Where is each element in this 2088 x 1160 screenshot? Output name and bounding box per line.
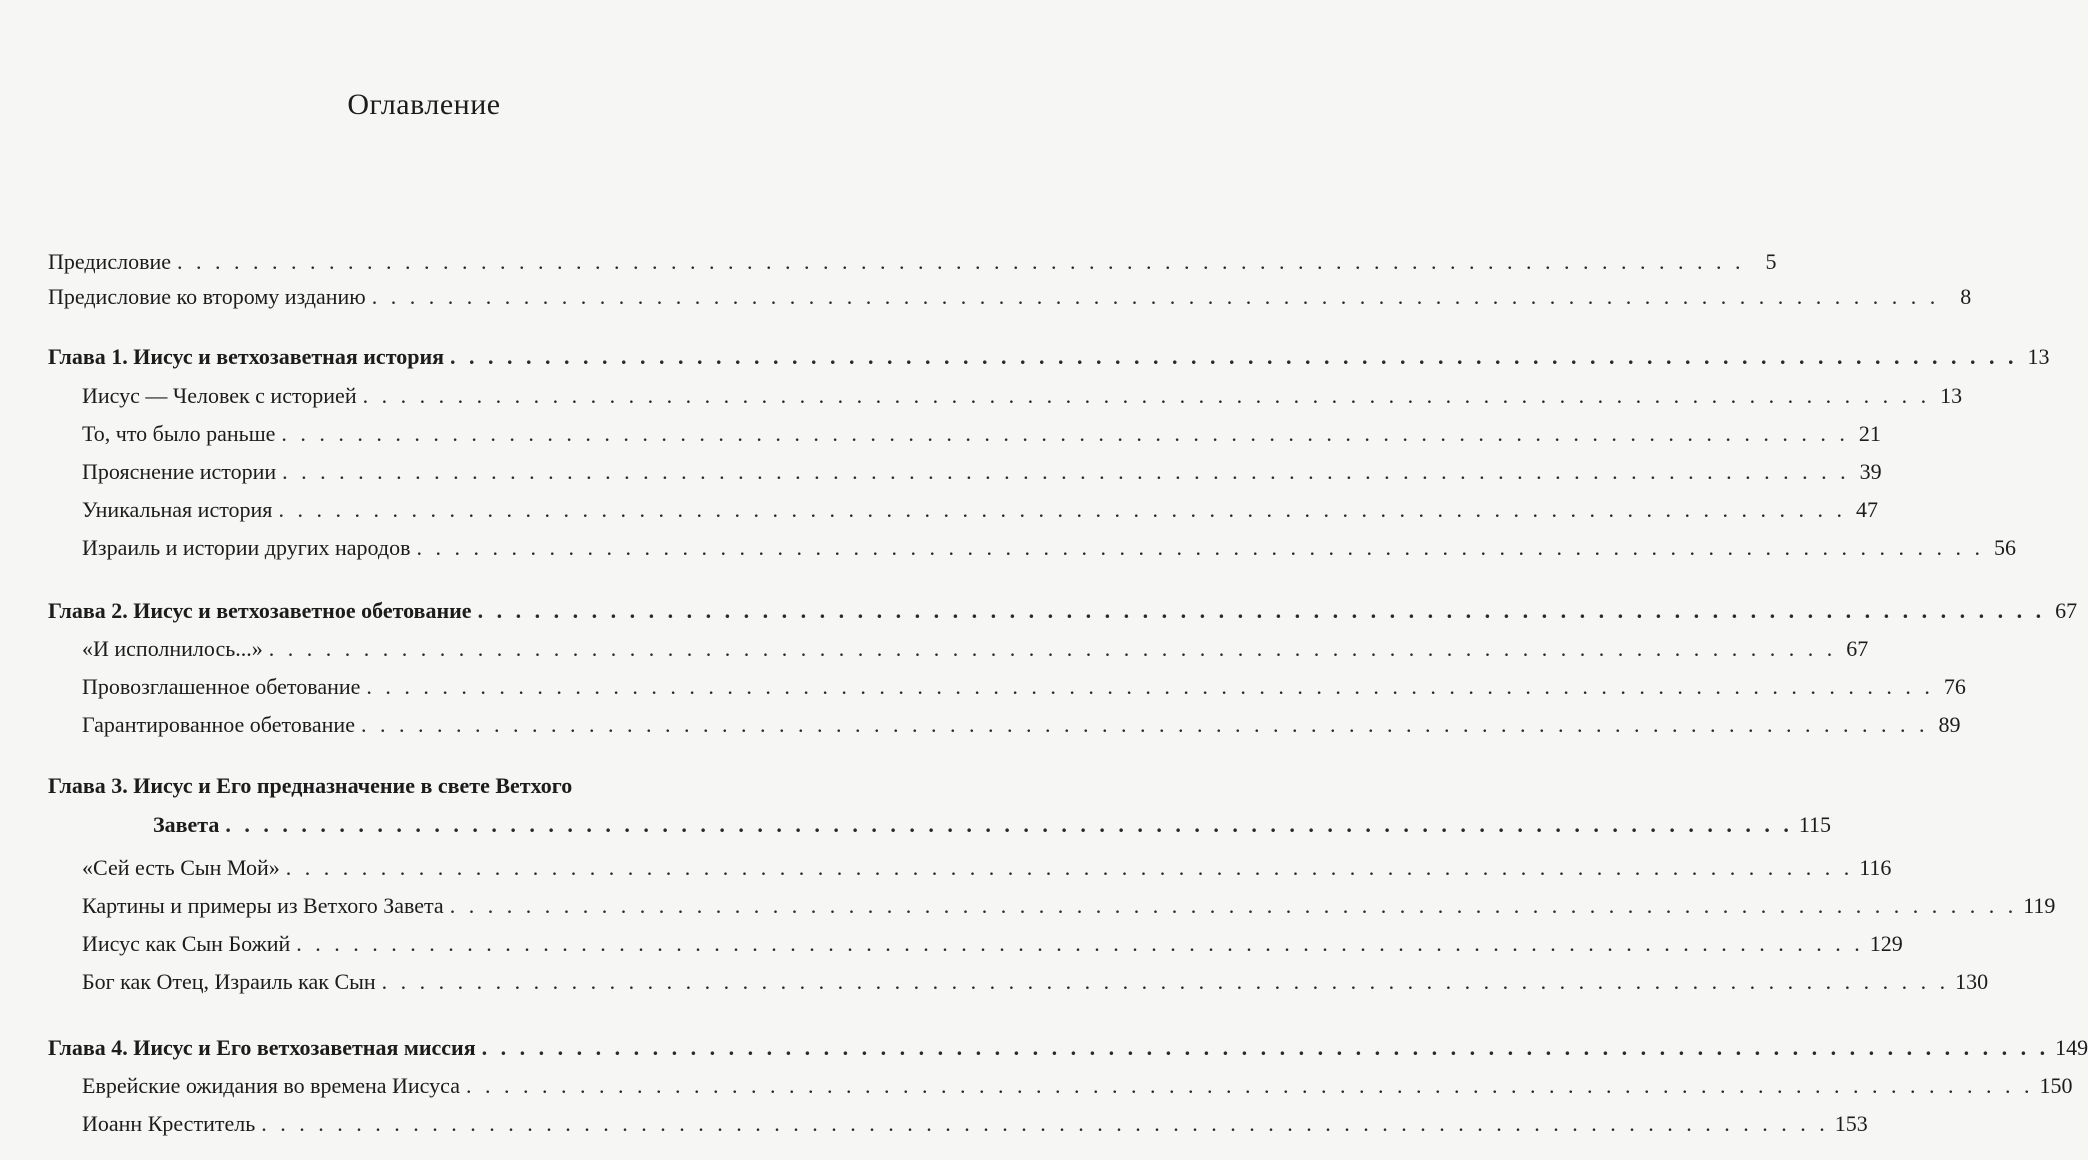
toc-page-number: 21	[1858, 421, 1881, 446]
leader-dots: . . . . . . . . . . . . . . . . . . . . . . . . . . . . . . . . . . . . . . . . . . . . . . . . . . . . . . . . . . . . . . . . . . . . . . . . . . . . . . . . . . .	[362, 383, 1931, 408]
toc-page-number: 130	[1955, 969, 1989, 994]
toc-entry-label: «Сей есть Сын Мой»	[82, 855, 280, 880]
leader-dots: . . . . . . . . . . . . . . . . . . . . . . . . . . . . . . . . . . . . . . . . . . . . . . . . . . . . . . . . . . . . . . . . . . . . . . . . . . . . . . . . . . .	[449, 893, 2018, 918]
toc-entry-label: «И исполнилось...»	[82, 636, 263, 661]
toc-entry-label: Иоанн Креститель	[82, 1111, 256, 1136]
toc-entry[interactable]	[82, 710, 1961, 740]
toc-entry-label: Предисловие	[48, 249, 171, 274]
leader-dots: . . . . . . . . . . . . . . . . . . . . . . . . . . . . . . . . . . . . . . . . . . . . . . . . . . . . . . . . . . . . . . . . . . . . . . . . . . . . . . . . . . .	[477, 598, 2046, 623]
toc-chapter-label: Глава 1. Иисус и ветхозаветная история	[48, 344, 445, 369]
toc-entry[interactable]	[82, 672, 1966, 702]
leader-dots: . . . . . . . . . . . . . . . . . . . . . . . . . . . . . . . . . . . . . . . . . . . . . . . . . . . . . . . . . . . . . . . . . . . . . . . . . . . . . . . . . . .	[371, 284, 1940, 309]
toc-entry-label: Израиль и истории других народов	[82, 535, 411, 560]
toc-page-number: 8	[1960, 284, 1972, 309]
toc-chapter-label: Завета	[153, 812, 220, 837]
toc-entry-label: Иисус — Человек с историей	[82, 383, 357, 408]
leader-dots: . . . . . . . . . . . . . . . . . . . . . . . . . . . . . . . . . . . . . . . . . . . . . . . . . . . . . . . . . . . . . . . . . . . . . . . . . . . . . . . . . . .	[261, 1111, 1829, 1136]
toc-page-number: 89	[1938, 712, 1961, 737]
toc-entry-preface-second-edition[interactable]	[48, 282, 1972, 312]
leader-dots: . . . . . . . . . . . . . . . . . . . . . . . . . . . . . . . . . . . . . . . . . . . . . . . . . . . . . . . . . . . . . . . . . . . . . . . . . . . . . . . . . . .	[450, 344, 2018, 369]
toc-page-number: 153	[1834, 1111, 1868, 1136]
toc-page-number: 119	[2023, 893, 2056, 918]
toc-page-number: 5	[1765, 249, 1777, 274]
toc-page-number: 129	[1869, 931, 1903, 956]
toc-page-number: 13	[1940, 383, 1963, 408]
toc-page-number: 56	[1994, 535, 2016, 560]
toc-entry[interactable]	[82, 853, 1892, 883]
toc-entry-label: Иисус как Сын Божий	[82, 931, 291, 956]
toc-chapter-4[interactable]	[48, 1033, 2088, 1063]
toc-page-number: 47	[1855, 497, 1878, 522]
toc-chapter-label: Глава 2. Иисус и ветхозаветное обетование	[48, 598, 472, 623]
toc-page-number: 116	[1859, 855, 1892, 880]
toc-page-number: 76	[1943, 674, 1966, 699]
toc-page-number: 39	[1859, 459, 1882, 484]
toc-page-number: 67	[1846, 636, 1869, 661]
leader-dots: . . . . . . . . . . . . . . . . . . . . . . . . . . . . . . . . . . . . . . . . . . . . . . . . . . . . . . . . . . . . . . . . . . . . . . . . . . . . . . . . . . .	[285, 855, 1854, 880]
leader-dots: . . . . . . . . . . . . . . . . . . . . . . . . . . . . . . . . . . . . . . . . . . . . . . . . . . . . . . . . . . . . . . . . . . . . . . . . . . . . . . . . . . .	[416, 535, 1984, 560]
toc-entry-preface[interactable]	[48, 247, 1777, 277]
toc-entry[interactable]	[82, 1109, 1868, 1139]
toc-entry-label: То, что было раньше	[82, 421, 276, 446]
toc-chapter-3[interactable]	[153, 810, 1832, 840]
toc-page-number: 149	[2055, 1035, 2088, 1060]
leader-dots: . . . . . . . . . . . . . . . . . . . . . . . . . . . . . . . . . . . . . . . . . . . . . . . . . . . . . . . . . . . . . . . . . . . . . . . . . . . . . . . . . . .	[360, 712, 1929, 737]
toc-entry-label: Предисловие ко второму изданию	[48, 284, 366, 309]
leader-dots: . . . . . . . . . . . . . . . . . . . . . . . . . . . . . . . . . . . . . . . . . . . . . . . . . . . . . . . . . . . . . . . . . . . . . . . . . . . . . . . . . . .	[225, 812, 1793, 837]
toc-chapter-1[interactable]	[48, 342, 2050, 372]
toc-page-number: 67	[2055, 598, 2078, 623]
toc-page-number: 150	[2039, 1073, 2073, 1098]
toc-entry-label: Уникальная история	[82, 497, 273, 522]
toc-entry-label: Картины и примеры из Ветхого Завета	[82, 893, 444, 918]
leader-dots: . . . . . . . . . . . . . . . . . . . . . . . . . . . . . . . . . . . . . . . . . . . . . . . . . . . . . . . . . . . . . . . . . . . . . . . . . . . . . . . . . . .	[268, 636, 1837, 661]
toc-entry[interactable]	[82, 891, 2056, 921]
toc-entry-label: Бог как Отец, Израиль как Сын	[82, 969, 376, 994]
toc-entry[interactable]	[82, 967, 1989, 997]
toc-entry[interactable]	[82, 381, 1963, 411]
leader-dots: . . . . . . . . . . . . . . . . . . . . . . . . . . . . . . . . . . . . . . . . . . . . . . . . . . . . . . . . . . . . . . . . . . . . . . . . . . . . . . . . . . .	[296, 931, 1864, 956]
leader-dots: . . . . . . . . . . . . . . . . . . . . . . . . . . . . . . . . . . . . . . . . . . . . . . . . . . . . . . . . . . . . . . . . . . . . . . . . . . . . . . . . . . .	[177, 249, 1745, 274]
toc-entry[interactable]	[82, 495, 1878, 525]
leader-dots: . . . . . . . . . . . . . . . . . . . . . . . . . . . . . . . . . . . . . . . . . . . . . . . . . . . . . . . . . . . . . . . . . . . . . . . . . . . . . . . . . . .	[281, 421, 1849, 446]
toc-entry[interactable]	[82, 1071, 2073, 1101]
toc-entry[interactable]	[82, 634, 1869, 664]
leader-dots: . . . . . . . . . . . . . . . . . . . . . . . . . . . . . . . . . . . . . . . . . . . . . . . . . . . . . . . . . . . . . . . . . . . . . . . . . . . . . . . . . . .	[278, 497, 1846, 522]
toc-entry[interactable]	[82, 457, 1882, 487]
toc-entry[interactable]	[82, 929, 1903, 959]
toc-entry[interactable]	[82, 419, 1881, 449]
toc-entry-label: Провозглашенное обетование	[82, 674, 361, 699]
toc-page-number: 115	[1798, 812, 1832, 837]
toc-chapter-label: Глава 4. Иисус и Его ветхозаветная миссия	[48, 1035, 476, 1060]
toc-chapter-3-line1[interactable]: Глава 3. Иисус и Его предназначение в свете Ветхого	[48, 773, 573, 798]
leader-dots: . . . . . . . . . . . . . . . . . . . . . . . . . . . . . . . . . . . . . . . . . . . . . . . . . . . . . . . . . . . . . . . . . . . . . . . . . . . . . . . . . . .	[481, 1035, 2050, 1060]
toc-page-number: 13	[2027, 344, 2050, 369]
page-title: Оглавление	[347, 88, 501, 121]
leader-dots: . . . . . . . . . . . . . . . . . . . . . . . . . . . . . . . . . . . . . . . . . . . . . . . . . . . . . . . . . . . . . . . . . . . . . . . . . . . . . . . . . . .	[465, 1073, 2034, 1098]
toc-entry-label: Гарантированное обетование	[82, 712, 355, 737]
toc-entry[interactable]	[82, 533, 2016, 563]
leader-dots: . . . . . . . . . . . . . . . . . . . . . . . . . . . . . . . . . . . . . . . . . . . . . . . . . . . . . . . . . . . . . . . . . . . . . . . . . . . . . . . . . . .	[282, 459, 1850, 484]
toc-entry-label: Еврейские ожидания во времена Иисуса	[82, 1073, 460, 1098]
toc-chapter-2[interactable]	[48, 596, 2078, 626]
toc-entry-label: Прояснение истории	[82, 459, 277, 484]
leader-dots: . . . . . . . . . . . . . . . . . . . . . . . . . . . . . . . . . . . . . . . . . . . . . . . . . . . . . . . . . . . . . . . . . . . . . . . . . . . . . . . . . . .	[381, 969, 1950, 994]
leader-dots: . . . . . . . . . . . . . . . . . . . . . . . . . . . . . . . . . . . . . . . . . . . . . . . . . . . . . . . . . . . . . . . . . . . . . . . . . . . . . . . . . . .	[366, 674, 1934, 699]
